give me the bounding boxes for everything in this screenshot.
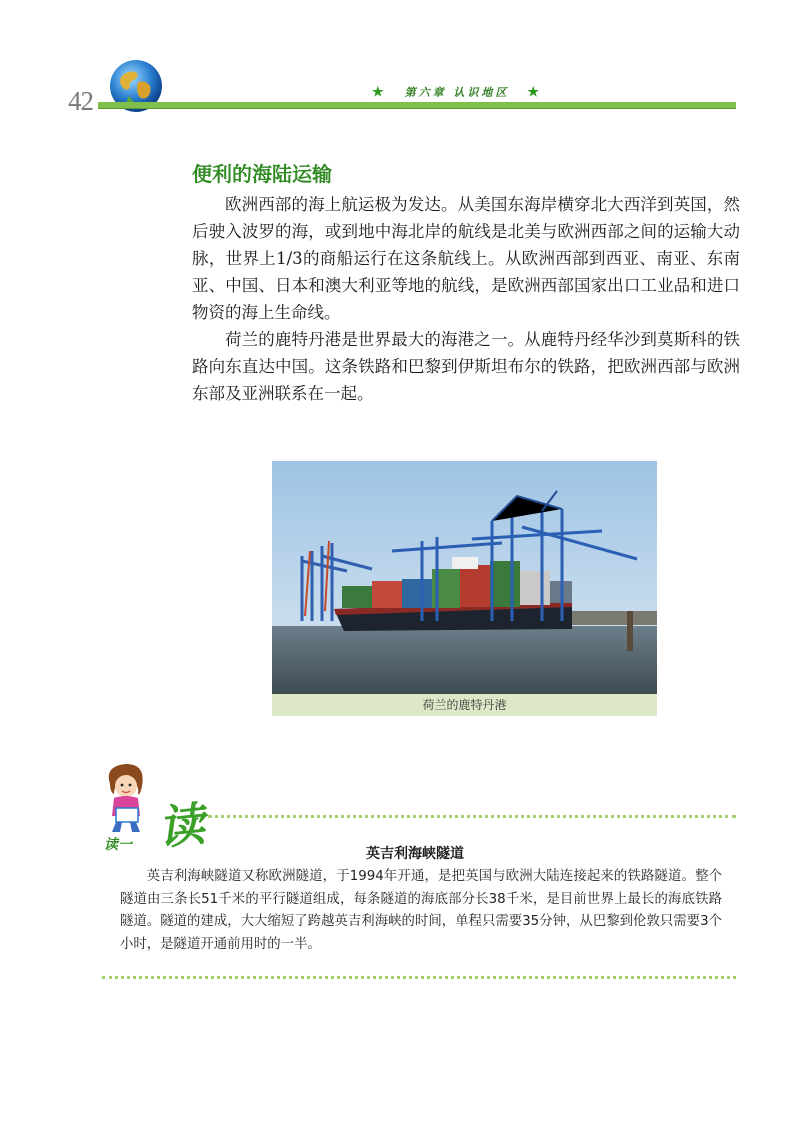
page-number: 42 [68, 86, 93, 116]
header-divider [98, 102, 736, 109]
body-paragraph: 欧洲西部的海上航运极为发达。从美国东海岸横穿北大西洋到英国，然后驶入波罗的海，或到地中海北岸的航线是北美与欧洲西部之间的运输大动脉，世界上1/3的商船运行在这条航线上。从欧洲西部到西亚、南亚、东南亚、中国、日本和澳大利亚等地的航线，是欧洲西部国家出口工业品和进口物资的海上生命线。 [192, 195, 740, 322]
star-icon: ★ [372, 84, 387, 100]
girl-reading-icon [96, 762, 156, 834]
reading-title: 英吉利海峡隧道 [366, 846, 464, 862]
section-title: 便利的海陆运输 [192, 162, 332, 186]
reading-label-char: 读 [155, 796, 208, 856]
reading-label: 读一 [104, 837, 132, 853]
photo-caption: 荷兰的鹿特丹港 [272, 694, 657, 716]
port-photo [272, 461, 657, 694]
dotted-divider [102, 976, 736, 979]
chapter-title: 第六章 认识地区 [404, 86, 510, 99]
reading-body: 英吉利海峡隧道又称欧洲隧道，于1994年开通，是把英国与欧洲大陆连接起来的铁路隧道。整个隧道由三条长51千米的平行隧道组成，每条隧道的海底部分长38千米，是目前世界上最长的海底铁路隧道。隧道的建成，大大缩短了跨越英吉利海峡的时间，单程只需要35分钟，从巴黎到伦敦只需要3个小时，是隧道开通前用时的一半。 [120, 869, 722, 952]
dotted-divider [208, 815, 736, 818]
star-icon: ★ [527, 84, 542, 100]
chapter-header [372, 84, 542, 100]
body-paragraph: 荷兰的鹿特丹港是世界最大的海港之一。从鹿特丹经华沙到莫斯科的铁路向东直达中国。这条铁路和巴黎到伊斯坦布尔的铁路，把欧洲西部与欧洲东部及亚洲联系在一起。 [192, 330, 740, 403]
